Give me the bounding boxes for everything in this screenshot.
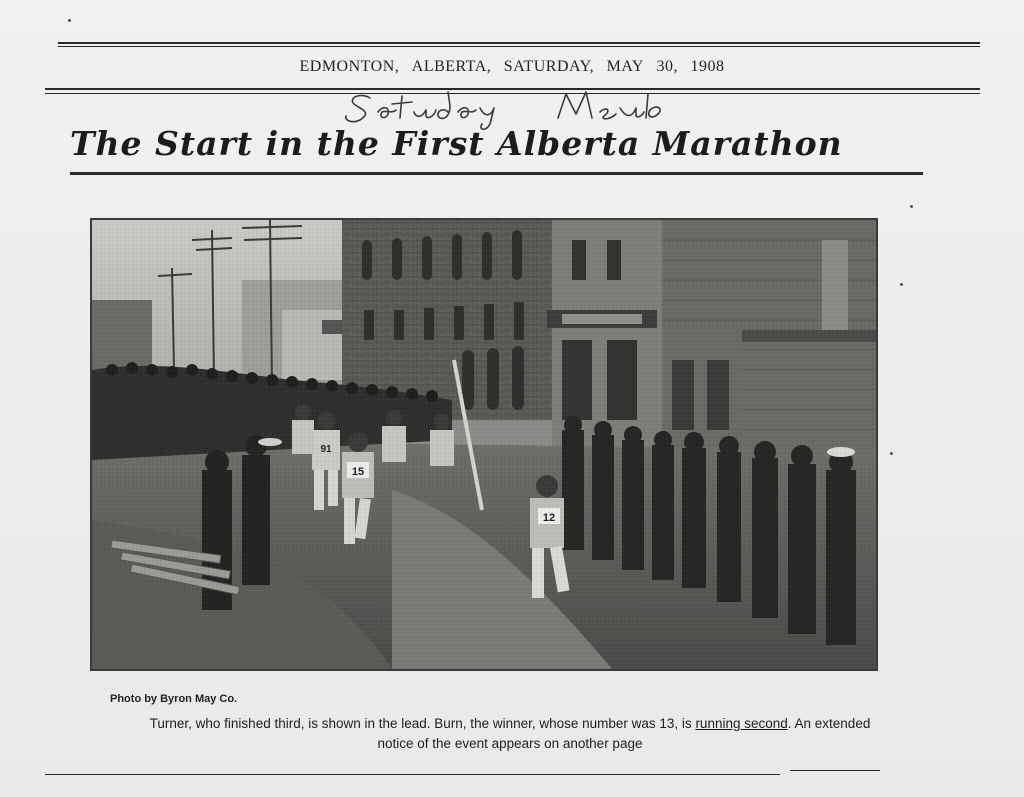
print-speck [890,452,893,455]
print-speck [68,19,71,22]
dateline [0,58,1024,76]
caption-line-1-start: Turner, who finished third, is shown in the lead. Burn, the winner, whose number was 13, is [149,716,696,731]
marathon-photo [90,218,878,671]
top-rule-upper [58,42,980,44]
caption-line-1-end: . An extended [787,716,871,731]
dateline-weekday: SATURDAY, [503,58,595,75]
dateline-year: 1908 [690,58,725,75]
caption-underlined-phrase: running second [695,716,788,731]
bottom-rule-right [790,770,880,771]
print-speck [910,205,913,208]
photo-illustration [92,220,876,669]
caption-line-2: notice of the event appears on another page [377,736,643,751]
bottom-rule-left [45,774,780,775]
top-rule-lower [58,46,980,47]
headline-underline [70,172,923,175]
headline: The Start in the First Alberta Marathon [70,124,843,163]
photo-credit: Photo by Byron May Co. [110,693,238,705]
photo-caption [30,714,990,754]
dateline-day: 30, [656,58,678,75]
caption-line-1 [30,714,990,734]
dateline-province: ALBERTA, [411,58,492,75]
dateline-city: EDMONTON, [299,58,400,75]
dateline-month: MAY [606,58,644,75]
print-speck [900,283,903,286]
